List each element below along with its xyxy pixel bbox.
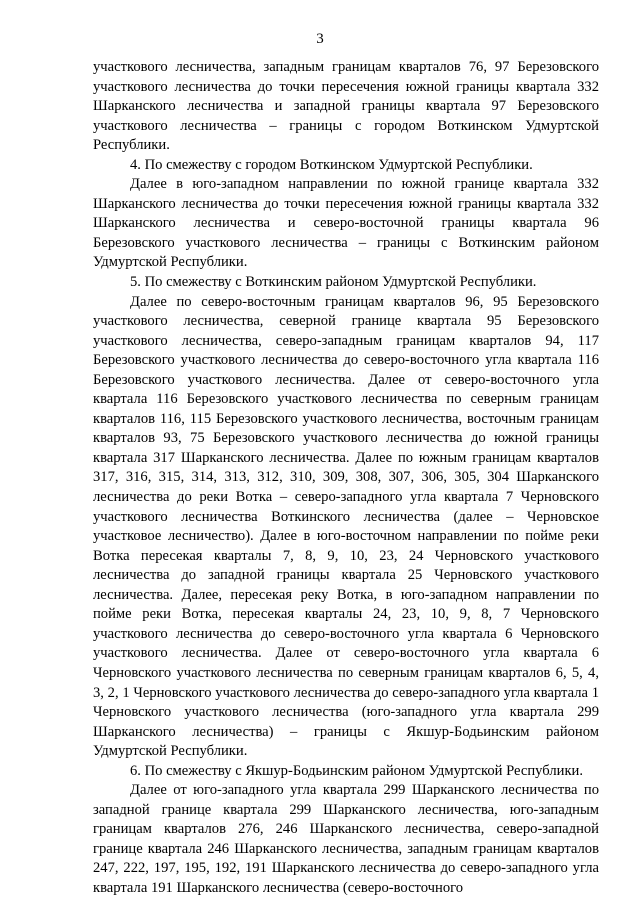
- section-heading-6: 6. По смежеству с Якшур-Бодьинским районом Удмуртской Республики.: [130, 762, 583, 779]
- document-body: [93, 58, 599, 899]
- paragraph-section-6: Далее от юго-западного угла квартала 299 Шарканского лесничества по западной границе квартала 299 Шарканского лесничества, юго-западным границам кварталов 276, 246 Шарканского лесничества, северо-западной границе квартала 246 Шарканского лесничества, западным границам кварталов 247, 222, 197, 195, 192, 191 Шарканского лесничества до северо-западного угла квартала 191 Шарканского лесничества (северо-восточного: [93, 782, 599, 896]
- paragraph-section-4: Далее в юго-западном направлении по южной границе квартала 332 Шарканского лесничества до точки пересечения южной границы квартала 332 Шарканского лесничества и северо-восточной границы квартала 96 Березовского участкового лесничества – границы с Воткинским районом Удмуртской Республики.: [93, 176, 599, 271]
- section-heading-4: 4. По смежеству с городом Воткинском Удмуртской Республики.: [130, 156, 533, 173]
- paragraph-continuation: участкового лесничества, западным границам кварталов 76, 97 Березовского участкового лесничества до точки пересечения южной границы квартала 332 Шарканского лесничества и западной границы квартала 97 Березовского участкового лесничества – границы с городом Воткинском Удмуртской Республики.: [93, 59, 599, 154]
- section-heading-5: 5. По смежеству с Воткинским районом Удмуртской Республики.: [130, 274, 537, 291]
- page-number: 3: [316, 31, 324, 47]
- paragraph-section-5: Далее по северо-восточным границам кварталов 96, 95 Березовского участкового лесничества, северной границе квартала 95 Березовского участкового лесничества, северо-западным границам кварталов 94, 117 Березовского участкового лесничества до северо-восточного угла квартала 116 Березовского участкового лесничества. Далее от северо-восточного угла квартала 116 Березовского участкового лесничества по северным границам кварталов 116, 115 Березовского участкового лесничества, восточным границам кварталов 93, 75 Березовского участкового лесничества до южной границы квартала 317 Шарканского лесничества. Далее по южным границам кварталов 317, 316, 315, 314, 313, 312, 310, 309, 308, 307, 306, 305, 304 Шарканского лесничества до реки Вотка – северо-западного угла квартала 7 Черновского участкового лесничества Воткинского лесничества (далее – Черновское участковое лесничество). Далее в юго-восточном направлении по пойме реки Вотка пересекая кварталы 7, 8, 9, 10, 23, 24 Черновского участкового лесничества до западной границы квартала 25 Черновского участкового лесничества. Далее, пересекая реку Вотка, в юго-западном направлении по пойме реки Вотка, пересекая кварталы 24, 23, 10, 9, 8, 7 Черновского участкового лесничества до северо-восточного угла квартала 6 Черновского участкового лесничества. Далее от северо-восточного угла квартала 6 Черновского участкового лесничества по северным границам кварталов 6, 5, 4, 3, 2, 1 Черновского участкового лесничества до северо-западного угла квартала 1 Черновского участкового лесничества (юго-западного угла квартала 299 Шарканского лесничества) – границы с Якшур-Бодьинским районом Удмуртской Республики.: [93, 293, 599, 760]
